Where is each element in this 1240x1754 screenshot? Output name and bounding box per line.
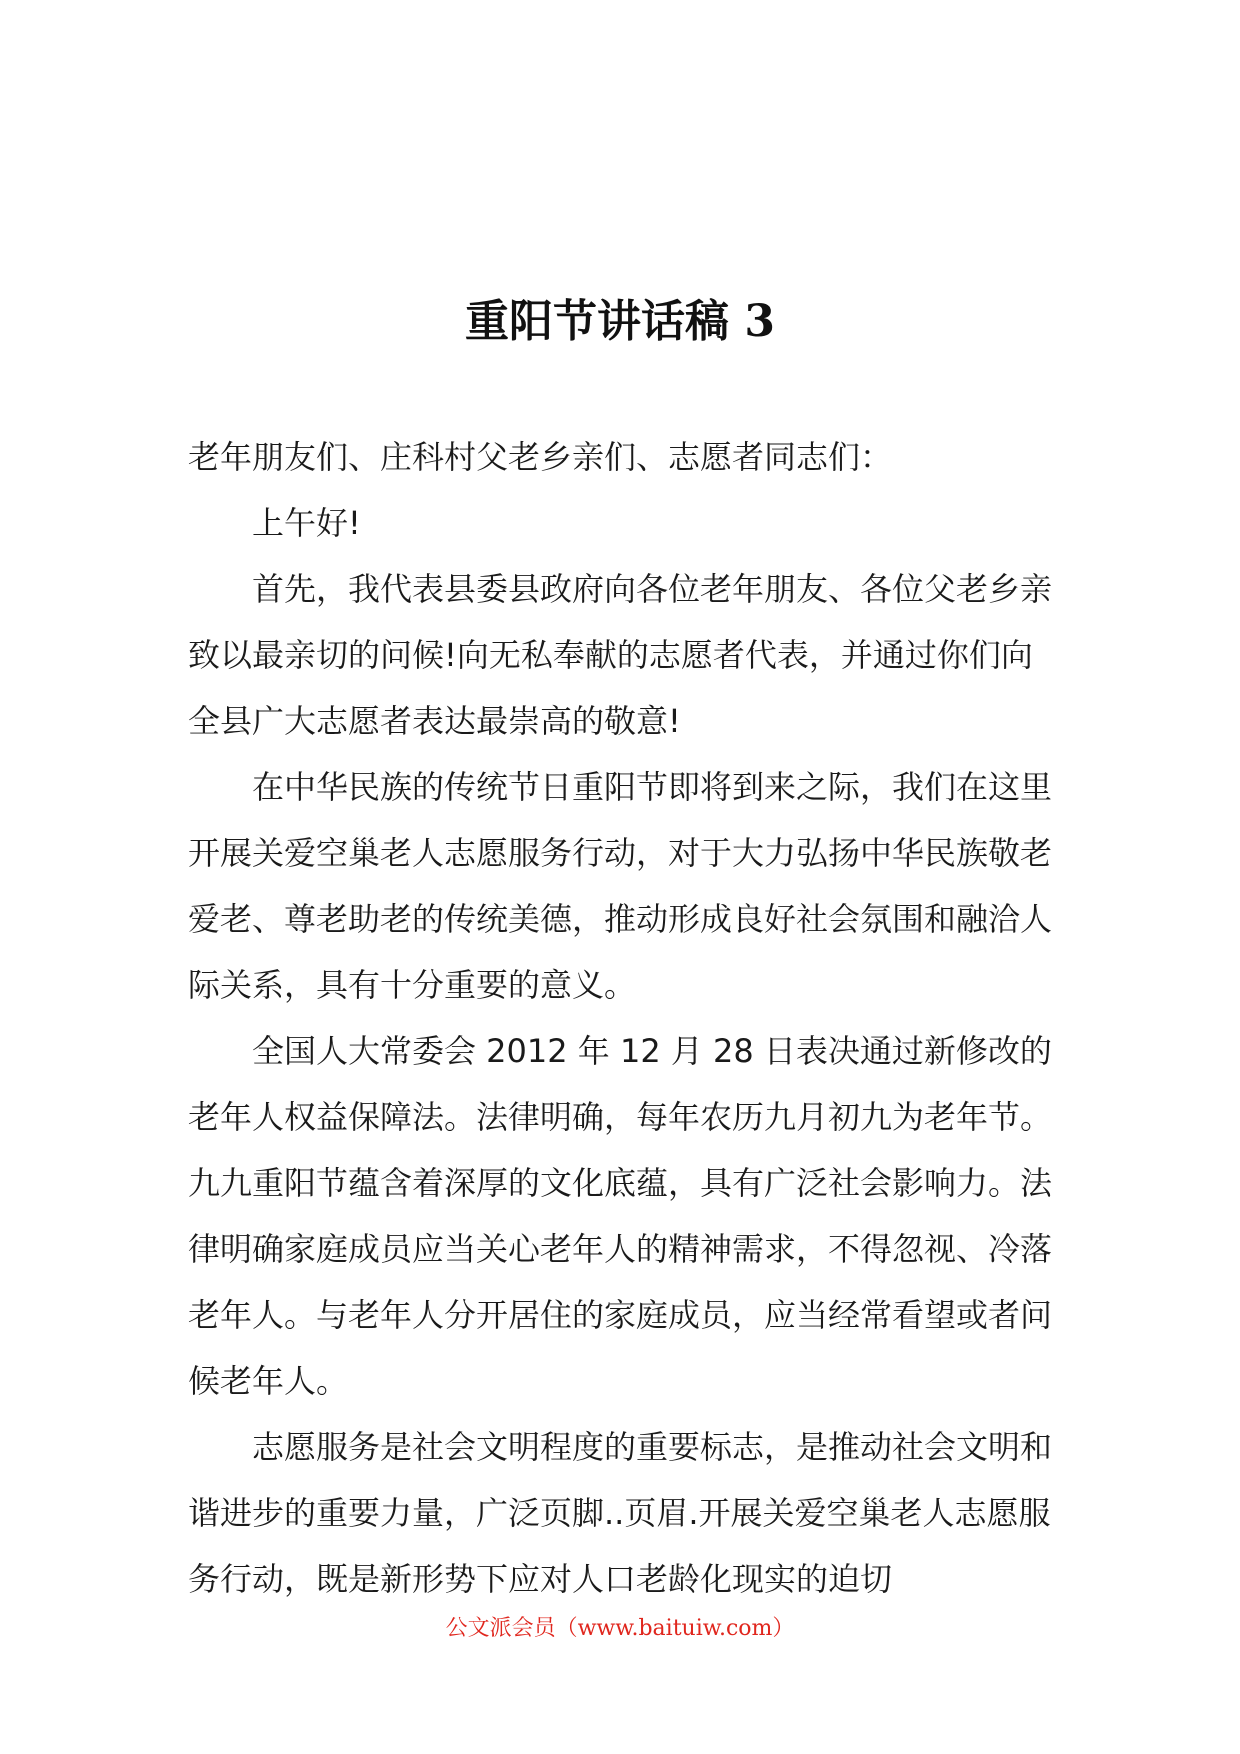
paragraph-greeting: 上午好! (252, 504, 361, 542)
paragraph-significance: 在中华民族的传统节日重阳节即将到来之际，我们在这里开展关爱空巢老人志愿服务行动，对于大力弘扬中华民族敬老爱老、尊老助老的传统美德，推动形成良好社会氛围和融洽人际关系，具有十分重要的意义。 (188, 768, 1053, 1004)
document-title: 重阳节讲话稿 3 (465, 296, 775, 347)
salutation: 老年朋友们、庄科村父老乡亲们、志愿者同志们： (188, 438, 893, 476)
paragraph-regards: 首先，我代表县委县政府向各位老年朋友、各位父老乡亲致以最亲切的问候!向无私奉献的志愿者代表，并通过你们向全县广大志愿者表达最崇高的敬意! (188, 570, 1053, 740)
paragraph-volunteer-service: 志愿服务是社会文明程度的重要标志，是推动社会文明和谐进步的重要力量，广泛页脚..页眉.开展关爱空巢老人志愿服务行动，既是新形势下应对人口老龄化现实的迫切 (188, 1428, 1053, 1598)
footer-watermark-link[interactable]: 公文派会员（www.baituiw.com） (445, 1616, 795, 1641)
paragraph-law: 全国人大常委会 2012 年 12 月 28 日表决通过新修改的老年人权益保障法。法律明确，每年农历九月初九为老年节。九九重阳节蕴含着深厚的文化底蕴，具有广泛社会影响力。法律明确家庭成员应当关心老年人的精神需求，不得忽视、冷落老年人。与老年人分开居住的家庭成员，应当经常看望或者问候老年人。 (188, 1032, 1053, 1400)
document-body (188, 424, 1060, 1612)
